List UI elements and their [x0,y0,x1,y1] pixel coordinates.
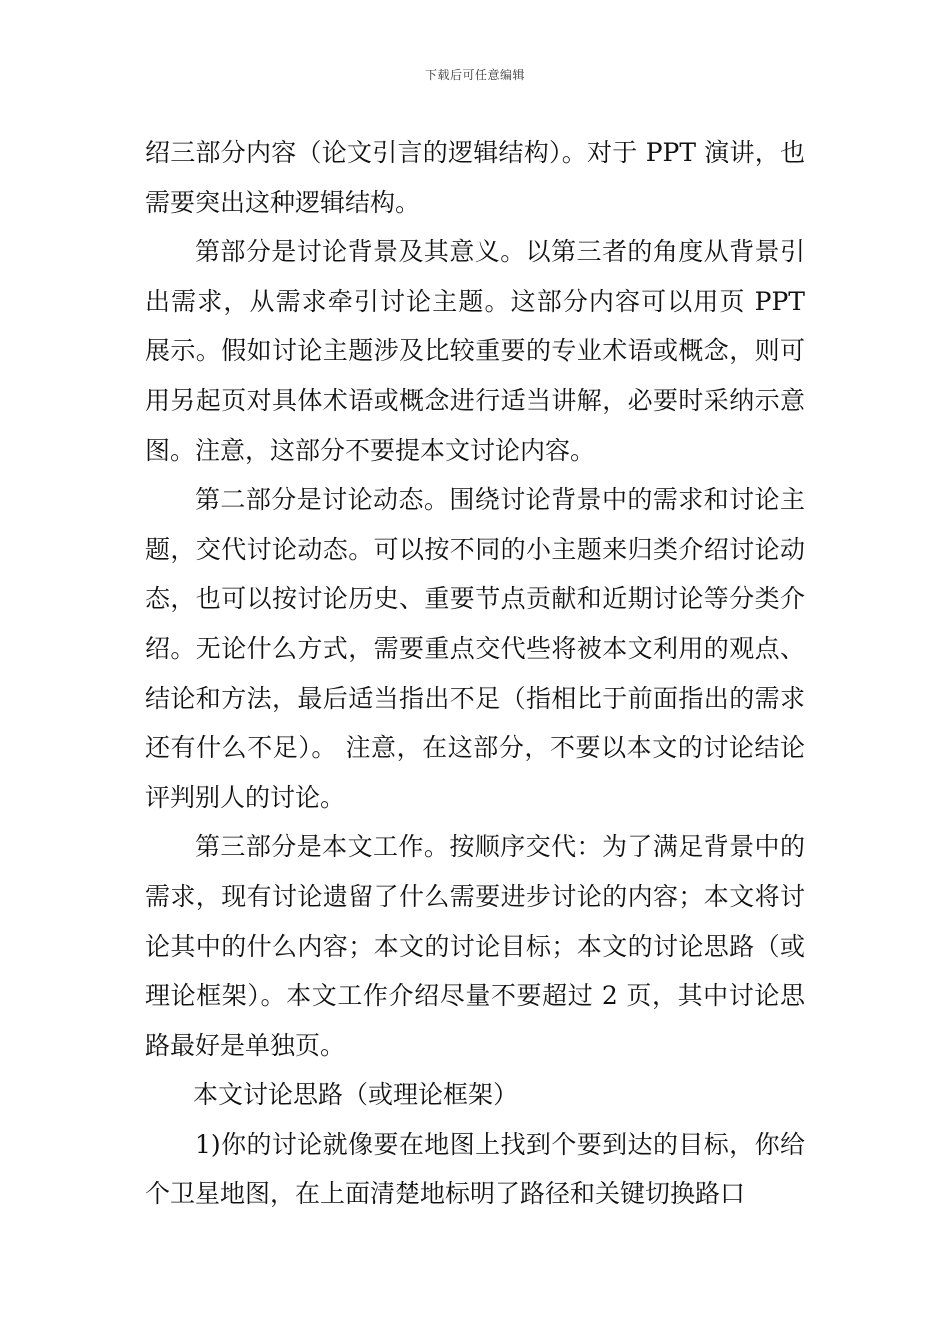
paragraph-continuation: 绍三部分内容（论文引言的逻辑结构）。对于 PPT 演讲，也需要突出这种逻辑结构。 [145,138,805,217]
paragraph-list-item: 1)你的讨论就像要在地图上找到个要到达的目标，你给个卫星地图，在上面清楚地标明了路径和关键切换路口 [145,1129,805,1209]
header-note: 下载后可任意编辑 [424,68,525,82]
paragraph-this-work: 第三部分是本文工作。按顺序交代：为了满足背景中的需求，现有讨论遗留了什么需要进步讨论的内容；本文将讨论其中的什么内容；本文的讨论目标；本文的讨论思路（或理论框架）。本文工作介绍尽量不要超过 2 页，其中讨论思路最好是单独页。 [145,832,805,1060]
section-heading: 本文讨论思路（或理论框架） [193,1080,519,1110]
body-text [145,128,805,1219]
paragraph-research-status: 第二部分是讨论动态。围绕讨论背景中的需求和讨论主题，交代讨论动态。可以按不同的小主题来归类介绍讨论动态，也可以按讨论历史、重要节点贡献和近期讨论等分类介绍。无论什么方式，需要重点交代些将被本文利用的观点、结论和方法，最后适当指出不足（指相比于前面指出的需求还有什么不足）。 注意，在这部分，不要以本文的讨论结论评判别人的讨论。 [145,485,805,812]
paragraph-background: 第部分是讨论背景及其意义。以第三者的角度从背景引出需求，从需求牵引讨论主题。这部分内容可以用页 PPT 展示。假如讨论主题涉及比较重要的专业术语或概念，则可用另起页对具体术语或概念进行适当讲解，必要时采纳示意图。注意，这部分不要提本文讨论内容。 [145,237,805,465]
